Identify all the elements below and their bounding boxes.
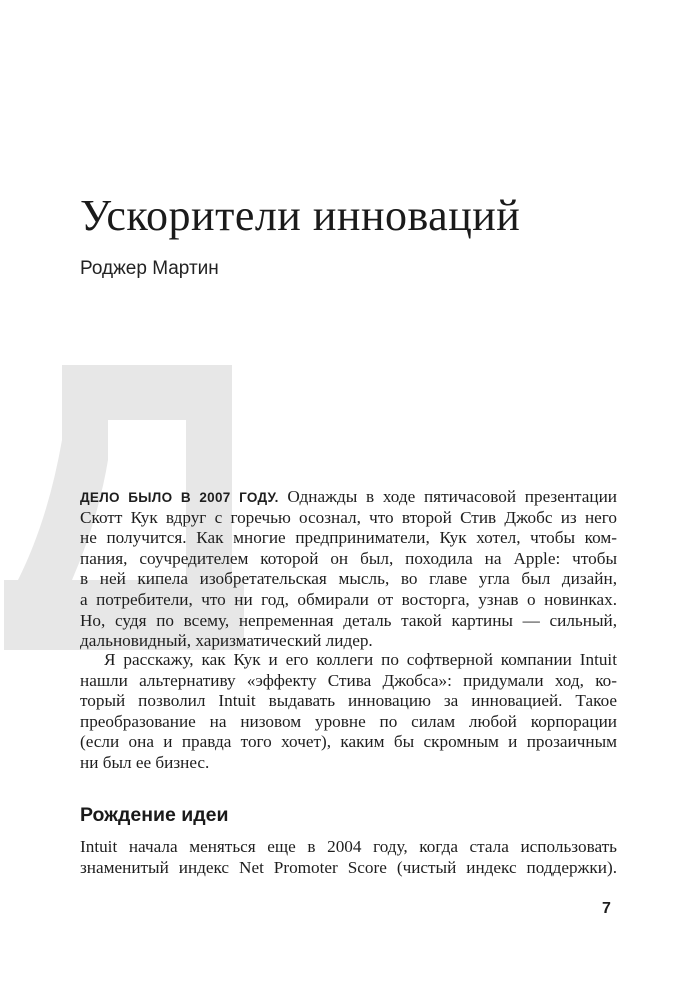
text-span: Однажды в ходе пятичасовой презентации xyxy=(278,487,617,506)
text-line: преобразование на низовом уровне по силам любой корпорации xyxy=(80,711,617,731)
paragraph-1 xyxy=(80,487,617,652)
text-line: в ней кипела изобретательская мысль, во главе угла был дизайн, xyxy=(80,569,617,589)
chapter-author: Роджер Мартин xyxy=(80,258,219,279)
text-line xyxy=(80,487,617,508)
text-line: ни был ее бизнес. xyxy=(80,752,210,772)
text-line: (если она и правда того хочет), каким бы скромным и прозаичным xyxy=(80,732,617,752)
text-line: Intuit начала меняться еще в 2004 году, когда стала использовать xyxy=(80,837,617,856)
text-line: торый позволил Intuit выдавать инновацию за инновацией. Такое xyxy=(80,691,617,711)
text-line: Но, судя по всему, непременная деталь такой картины — сильный, xyxy=(80,610,617,630)
text-line: не получится. Как многие предприниматели, Кук хотел, чтобы ком- xyxy=(80,528,617,548)
chapter-title: Ускорители инноваций xyxy=(80,191,521,240)
section-heading: Рождение идеи xyxy=(80,804,229,826)
paragraph-3 xyxy=(80,837,617,878)
text-line: дальновидный, харизматический лидер. xyxy=(80,631,373,651)
text-line: пания, соучредителем которой он был, походила на Apple: чтобы xyxy=(80,548,617,568)
text-line: знаменитый индекс Net Promoter Score (чистый индекс поддержки). xyxy=(80,857,617,877)
lead-in: ДЕЛО БЫЛО В 2007 ГОДУ. xyxy=(80,490,279,505)
paragraph-2 xyxy=(80,650,617,774)
text-line: Я расскажу, как Кук и его коллеги по софтверной компании Intuit xyxy=(104,650,617,669)
text-line: нашли альтернативу «эффекту Стива Джобса»: придумали ход, ко- xyxy=(80,670,617,690)
text-line: Скотт Кук вдруг с горечью осознал, что второй Стив Джобс из него xyxy=(80,507,617,527)
text-line: а потребители, что ни год, обмирали от восторга, узнав о новинках. xyxy=(80,589,617,609)
page-number: 7 xyxy=(602,900,611,917)
